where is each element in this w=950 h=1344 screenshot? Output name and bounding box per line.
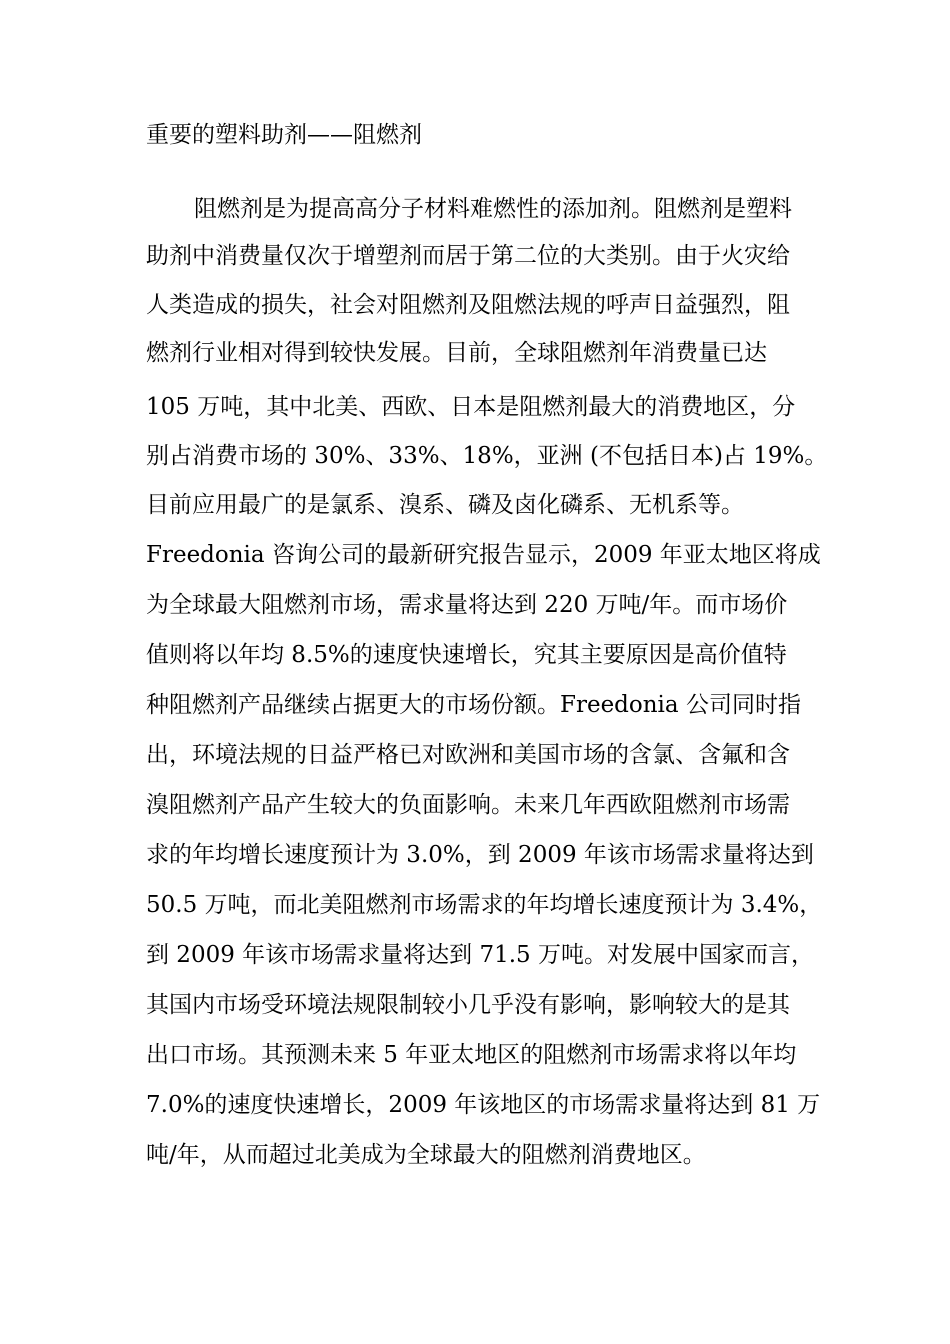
paragraph-line-4: 燃剂行业相对得到较快发展。目前，全球阻燃剂年消费量已达	[146, 340, 767, 366]
paragraph-line-6: 别占消费市场的 30%、33%、18%，亚洲 (不包括日本)占 19%。	[146, 443, 828, 469]
paragraph-line-18: 出口市场。其预测未来 5 年亚太地区的阻燃剂市场需求将以年均	[146, 1042, 797, 1068]
paragraph-line-2: 助剂中消费量仅次于增塑剂而居于第二位的大类别。由于火灾给	[146, 243, 790, 269]
paragraph-line-16: 到 2009 年该市场需求量将达到 71.5 万吨。对发展中国家而言，	[146, 942, 814, 968]
paragraph-line-15: 50.5 万吨，而北美阻燃剂市场需求的年均增长速度预计为 3.4%，	[146, 892, 823, 918]
paragraph-line-10: 值则将以年均 8.5%的速度快速增长，究其主要原因是高价值特	[146, 642, 787, 668]
paragraph-line-7: 目前应用最广的是氯系、溴系、磷及卤化磷系、无机系等。	[146, 492, 744, 518]
paragraph-line-8: Freedonia 咨询公司的最新研究报告显示，2009 年亚太地区将成	[146, 542, 821, 568]
paragraph-line-1: 阻燃剂是为提高高分子材料难燃性的添加剂。阻燃剂是塑料	[194, 196, 792, 222]
paragraph-line-11: 种阻燃剂产品继续占据更大的市场份额。Freedonia 公司同时指	[146, 692, 801, 718]
paragraph-line-5: 105 万吨，其中北美、西欧、日本是阻燃剂最大的消费地区，分	[146, 394, 796, 420]
paragraph-line-17: 其国内市场受环境法规限制较小几乎没有影响，影响较大的是其	[146, 992, 790, 1018]
paragraph-line-12: 出，环境法规的日益严格已对欧洲和美国市场的含氯、含氟和含	[146, 742, 790, 768]
paragraph-line-13: 溴阻燃剂产品产生较大的负面影响。未来几年西欧阻燃剂市场需	[146, 792, 790, 818]
paragraph-line-14: 求的年均增长速度预计为 3.0%，到 2009 年该市场需求量将达到	[146, 842, 814, 868]
paragraph-line-19: 7.0%的速度快速增长，2009 年该地区的市场需求量将达到 81 万	[146, 1092, 821, 1118]
paragraph-line-9: 为全球最大阻燃剂市场，需求量将达到 220 万吨/年。而市场价	[146, 592, 788, 618]
document-title: 重要的塑料助剂——阻燃剂	[146, 122, 422, 148]
paragraph-line-20: 吨/年，从而超过北美成为全球最大的阻燃剂消费地区。	[146, 1142, 706, 1168]
paragraph-line-3: 人类造成的损失，社会对阻燃剂及阻燃法规的呼声日益强烈，阻	[146, 292, 790, 318]
